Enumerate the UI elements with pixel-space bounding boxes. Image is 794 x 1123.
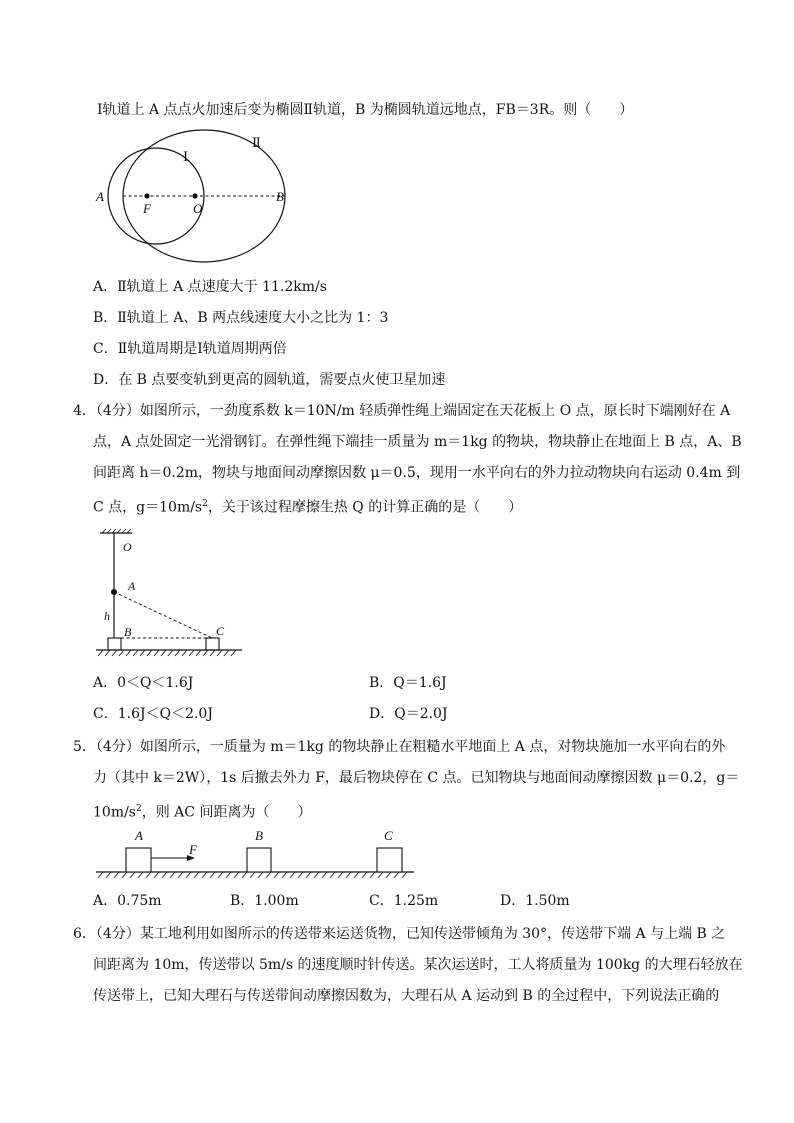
focus-point-F — [144, 193, 149, 198]
q4-line-3: 间距离 h＝0.2m，物块与地面间动摩擦因数 μ＝0.5，现用一水平向右的外力拉动物块向右运动 0.4m 到 — [93, 465, 741, 481]
label-A: A — [96, 189, 104, 204]
label-F: F — [143, 201, 151, 216]
block-C — [377, 848, 402, 872]
block-A — [126, 848, 151, 872]
q4-option-b: B．Q＝1.6J — [369, 675, 447, 691]
q4-option-a: A．0＜Q＜1.6J — [93, 675, 194, 691]
label-B: B — [276, 189, 284, 204]
q6-line-3: 传送带上，已知大理石与传送带间动摩擦因数为，大理石从 A 运动到 B 的全过程中，下列说法正确的 — [93, 988, 720, 1004]
label-C: C — [216, 624, 225, 638]
q5-ground-figure — [92, 824, 422, 884]
q3-option-a: A．Ⅱ轨道上 A 点速度大于 11.2km/s — [93, 279, 327, 295]
label-A: A — [135, 828, 143, 843]
label-O: O — [193, 201, 203, 216]
q6-line-1: 6．（4分）某工地利用如图所示的传送带来运送货物，已知传送带倾角为 30°，传送带下端 A 与上端 B 之 — [73, 926, 726, 942]
q3-orbit-figure — [90, 125, 300, 265]
label-h: h — [104, 609, 110, 623]
q5-line-2: 力（其中 k＝2W），1s 后撤去外力 F，最后物块停在 C 点。已知物块与地面间动摩擦因数 μ＝0.2，g＝ — [93, 770, 740, 786]
block-B — [108, 638, 121, 650]
q5-option-c: C．1.25m — [369, 893, 439, 909]
q6-line-2: 间距离为 10m，传送带以 5m/s 的速度顺时针传送。某次运送时，工人将质量为 100kg 的大理石轻放在 — [93, 957, 743, 973]
ground-hatch — [98, 650, 236, 656]
q5-option-a: A．0.75m — [93, 893, 162, 909]
label-orbit-I: Ⅰ — [183, 149, 189, 164]
q4-spring-figure — [92, 528, 252, 660]
q4-line-4: C 点，$g=10m/s^2$，关于该过程摩擦生热 Q 的计算正确的是（ ） — [93, 499, 523, 516]
q3-option-c: C．Ⅱ轨道周期是Ⅰ轨道周期两倍 — [93, 341, 287, 357]
ground-hatch — [98, 872, 407, 878]
center-point-O — [192, 193, 197, 198]
q4-line-2: 点，A 点处固定一光滑钢钉。在弹性绳下端挂一质量为 m＝1kg 的物块，物块静止在地面上 B 点，A、B — [93, 434, 742, 450]
q3-option-d: D．在 B 点要变轨到更高的圆轨道，需要点火使卫星加速 — [93, 372, 446, 388]
label-B: B — [124, 625, 132, 639]
q5-option-d: D．1.50m — [500, 893, 570, 909]
label-C: C — [384, 828, 393, 843]
block-C — [206, 638, 219, 650]
q4-option-c: C．1.6J＜Q＜2.0J — [93, 706, 213, 722]
label-B: B — [255, 828, 263, 843]
label-A: A — [128, 579, 136, 593]
label-O: O — [123, 540, 132, 554]
q4-line-1: 4．（4分）如图所示，一劲度系数 k＝10N/m 轻质弹性绳上端固定在天花板上 O 点，原长时下端刚好在 A — [73, 403, 731, 419]
q3-stem-tail: Ⅰ轨道上 A 点点火加速后变为椭圆Ⅱ轨道，B 为椭圆轨道远地点，FB＝3R。则（ ） — [97, 102, 634, 118]
q5-line-1: 5．（4分）如图所示，一质量为 m＝1kg 的物块静止在粗糙水平地面上 A 点，对物块施加一水平向右的外 — [73, 739, 726, 755]
q5-line-3: $10m/s^2$，则 AC 间距离为（ ） — [93, 804, 312, 821]
q5-option-b: B．1.00m — [230, 893, 299, 909]
block-B — [247, 848, 271, 872]
label-F: F — [189, 842, 197, 857]
label-orbit-II: Ⅱ — [252, 135, 261, 150]
q4-option-d: D．Q＝2.0J — [369, 706, 448, 722]
q3-option-b: B．Ⅱ轨道上 A、B 两点线速度大小之比为 1：3 — [93, 310, 389, 326]
